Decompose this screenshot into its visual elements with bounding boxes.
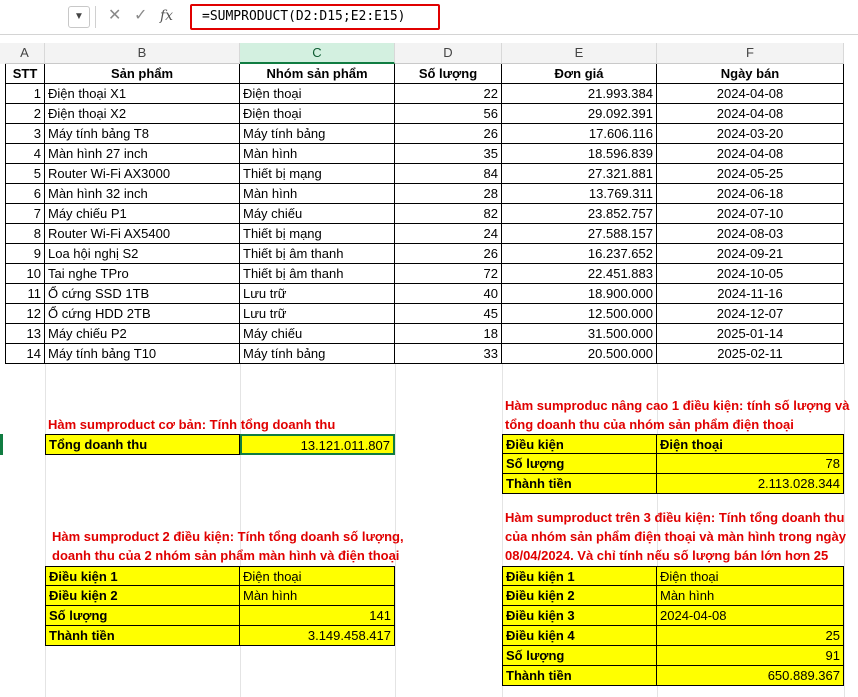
- cell-product[interactable]: Điện thoại X1: [45, 84, 240, 104]
- cell-group[interactable]: Lưu trữ: [240, 304, 395, 324]
- row-selection-marker: [0, 434, 3, 455]
- column-header-e[interactable]: E: [502, 43, 657, 64]
- header-date[interactable]: Ngày bán: [657, 64, 844, 84]
- cell-product[interactable]: Ổ cứng SSD 1TB: [45, 284, 240, 304]
- cell-date[interactable]: 2024-07-10: [657, 204, 844, 224]
- cell-product[interactable]: Máy tính bảng T8: [45, 124, 240, 144]
- header-stt[interactable]: STT: [5, 64, 45, 84]
- cell-date[interactable]: 2024-04-08: [657, 144, 844, 164]
- cell-price[interactable]: 21.993.384: [502, 84, 657, 104]
- header-product[interactable]: Sản phẩm: [45, 64, 240, 84]
- cell-price[interactable]: 27.321.881: [502, 164, 657, 184]
- two-total-label[interactable]: Thành tiền: [45, 626, 240, 646]
- cell-date[interactable]: 2024-04-08: [657, 104, 844, 124]
- adv1-qty-label[interactable]: Số lượng: [502, 454, 657, 474]
- two-total-value[interactable]: 3.149.458.417: [240, 626, 395, 646]
- cell-date[interactable]: 2024-09-21: [657, 244, 844, 264]
- cell-group[interactable]: Màn hình: [240, 144, 395, 164]
- cell-price[interactable]: 22.451.883: [502, 264, 657, 284]
- basic-label-cell[interactable]: Tổng doanh thu: [45, 434, 240, 455]
- column-header-d[interactable]: D: [395, 43, 502, 64]
- cell-stt[interactable]: 1: [5, 84, 45, 104]
- adv1-cond-label[interactable]: Điều kiện: [502, 434, 657, 454]
- cell-product[interactable]: Máy chiếu P1: [45, 204, 240, 224]
- two-c2-value[interactable]: Màn hình: [240, 586, 395, 606]
- cell-product[interactable]: Màn hình 27 inch: [45, 144, 240, 164]
- adv1-qty-value[interactable]: 78: [657, 454, 844, 474]
- cell-product[interactable]: Máy chiếu P2: [45, 324, 240, 344]
- cell-qty[interactable]: 22: [395, 84, 502, 104]
- header-group[interactable]: Nhóm sản phẩm: [240, 64, 395, 84]
- cell-price[interactable]: 20.500.000: [502, 344, 657, 364]
- column-header-c[interactable]: C: [240, 43, 395, 64]
- cell-price[interactable]: 31.500.000: [502, 324, 657, 344]
- cell-group[interactable]: Lưu trữ: [240, 284, 395, 304]
- cell-group[interactable]: Máy chiếu: [240, 324, 395, 344]
- cell-price[interactable]: 17.606.116: [502, 124, 657, 144]
- cell-product[interactable]: Màn hình 32 inch: [45, 184, 240, 204]
- cell-qty[interactable]: 45: [395, 304, 502, 324]
- cell-price[interactable]: 12.500.000: [502, 304, 657, 324]
- cell-product[interactable]: Router Wi-Fi AX3000: [45, 164, 240, 184]
- cell-stt[interactable]: 13: [5, 324, 45, 344]
- adv1-title-line1: Hàm sumproduc nâng cao 1 điều kiện: tính số lượng và: [505, 398, 850, 413]
- cell-group[interactable]: Điện thoại: [240, 84, 395, 104]
- cell-stt[interactable]: 7: [5, 204, 45, 224]
- three-c1-label[interactable]: Điều kiện 1: [502, 566, 657, 586]
- column-header-f[interactable]: F: [657, 43, 844, 64]
- insert-function-icon[interactable]: fx: [160, 8, 174, 24]
- column-header-a[interactable]: A: [5, 43, 45, 64]
- column-header-b[interactable]: B: [45, 43, 240, 64]
- cell-date[interactable]: 2024-12-07: [657, 304, 844, 324]
- cell-date[interactable]: 2024-10-05: [657, 264, 844, 284]
- two-qty-value[interactable]: 141: [240, 606, 395, 626]
- three-qty-value[interactable]: 91: [657, 646, 844, 666]
- cell-qty[interactable]: 84: [395, 164, 502, 184]
- cell-product[interactable]: Điện thoại X2: [45, 104, 240, 124]
- cell-price[interactable]: 18.596.839: [502, 144, 657, 164]
- cell-stt[interactable]: 6: [5, 184, 45, 204]
- cell-date[interactable]: 2024-04-08: [657, 84, 844, 104]
- cell-price[interactable]: 23.852.757: [502, 204, 657, 224]
- three-title-line3: 08/04/2024. Và chỉ tính nếu số lượng bán lớn hơn 25: [505, 548, 829, 563]
- cell-group[interactable]: Thiết bị mạng: [240, 224, 395, 244]
- cell-group[interactable]: Màn hình: [240, 184, 395, 204]
- adv1-cond-value[interactable]: Điện thoại: [657, 434, 844, 454]
- formula-bar: [0, 0, 858, 35]
- three-c3-value[interactable]: 2024-04-08: [657, 606, 844, 626]
- cell-stt[interactable]: 8: [5, 224, 45, 244]
- cell-stt[interactable]: 2: [5, 104, 45, 124]
- header-price[interactable]: Đơn giá: [502, 64, 657, 84]
- three-c2-value[interactable]: Màn hình: [657, 586, 844, 606]
- cell-date[interactable]: 2025-02-11: [657, 344, 844, 364]
- confirm-icon[interactable]: ✓: [134, 7, 148, 24]
- adv1-total-label[interactable]: Thành tiền: [502, 474, 657, 494]
- three-c1-value[interactable]: Điện thoại: [657, 566, 844, 586]
- cell-group[interactable]: Điện thoại: [240, 104, 395, 124]
- cell-price[interactable]: 18.900.000: [502, 284, 657, 304]
- basic-value-cell[interactable]: 13.121.011.807: [240, 434, 395, 455]
- cell-price[interactable]: 16.237.652: [502, 244, 657, 264]
- cell-stt[interactable]: 4: [5, 144, 45, 164]
- two-c1-value[interactable]: Điện thoại: [240, 566, 395, 586]
- cell-stt[interactable]: 11: [5, 284, 45, 304]
- cell-stt[interactable]: 5: [5, 164, 45, 184]
- two-title-line2: doanh thu của 2 nhóm sản phẩm màn hình và điện thoại: [52, 548, 400, 563]
- cell-date[interactable]: 2024-05-25: [657, 164, 844, 184]
- cell-stt[interactable]: 10: [5, 264, 45, 284]
- cell-stt[interactable]: 14: [5, 344, 45, 364]
- cell-price[interactable]: 13.769.311: [502, 184, 657, 204]
- three-total-label[interactable]: Thành tiền: [502, 666, 657, 686]
- cell-qty[interactable]: 18: [395, 324, 502, 344]
- two-title-line1: Hàm sumproduct 2 điều kiện: Tính tổng doanh số lượng,: [52, 529, 404, 544]
- cell-date[interactable]: 2024-11-16: [657, 284, 844, 304]
- three-c2-label[interactable]: Điều kiện 2: [502, 586, 657, 606]
- cell-product[interactable]: Loa hội nghị S2: [45, 244, 240, 264]
- cell-group[interactable]: Thiết bị âm thanh: [240, 264, 395, 284]
- cell-group[interactable]: Máy tính bảng: [240, 124, 395, 144]
- three-c4-label[interactable]: Điều kiện 4: [502, 626, 657, 646]
- three-title-line1: Hàm sumproduct trên 3 điều kiện: Tính tổng doanh thu: [505, 510, 845, 525]
- adv1-title-line2: tổng doanh thu của nhóm sản phẩm điện thoại: [505, 417, 794, 432]
- cell-qty[interactable]: 33: [395, 344, 502, 364]
- cell-price[interactable]: 27.588.157: [502, 224, 657, 244]
- two-c1-label[interactable]: Điều kiện 1: [45, 566, 240, 586]
- basic-title: Hàm sumproduct cơ bản: Tính tổng doanh thu: [48, 417, 336, 432]
- formula-input[interactable]: =SUMPRODUCT(D2:D15;E2:E15): [190, 4, 440, 30]
- cell-product[interactable]: Router Wi-Fi AX5400: [45, 224, 240, 244]
- cell-group[interactable]: Thiết bị âm thanh: [240, 244, 395, 264]
- adv1-total-value[interactable]: 2.113.028.344: [657, 474, 844, 494]
- cell-qty[interactable]: 82: [395, 204, 502, 224]
- cell-price[interactable]: 29.092.391: [502, 104, 657, 124]
- cell-qty[interactable]: 26: [395, 124, 502, 144]
- three-total-value[interactable]: 650.889.367: [657, 666, 844, 686]
- formula-bar-separator: [95, 6, 96, 28]
- cancel-icon[interactable]: ✕: [108, 7, 122, 24]
- cell-date[interactable]: 2024-06-18: [657, 184, 844, 204]
- three-title-line2: của nhóm sản phẩm điện thoại và màn hình trong ngày: [505, 529, 846, 544]
- cell-group[interactable]: Máy chiếu: [240, 204, 395, 224]
- cell-qty[interactable]: 28: [395, 184, 502, 204]
- three-qty-label[interactable]: Số lượng: [502, 646, 657, 666]
- cell-stt[interactable]: 12: [5, 304, 45, 324]
- cell-date[interactable]: 2024-03-20: [657, 124, 844, 144]
- cell-date[interactable]: 2024-08-03: [657, 224, 844, 244]
- three-c4-value[interactable]: 25: [657, 626, 844, 646]
- two-c2-label[interactable]: Điều kiện 2: [45, 586, 240, 606]
- cell-stt[interactable]: 3: [5, 124, 45, 144]
- cell-date[interactable]: 2025-01-14: [657, 324, 844, 344]
- cell-qty[interactable]: 56: [395, 104, 502, 124]
- three-c3-label[interactable]: Điều kiện 3: [502, 606, 657, 626]
- header-qty[interactable]: Số lượng: [395, 64, 502, 84]
- cell-qty[interactable]: 35: [395, 144, 502, 164]
- cell-group[interactable]: Máy tính bảng: [240, 344, 395, 364]
- cell-product[interactable]: Ổ cứng HDD 2TB: [45, 304, 240, 324]
- cell-group[interactable]: Thiết bị mạng: [240, 164, 395, 184]
- cell-stt[interactable]: 9: [5, 244, 45, 264]
- cell-qty[interactable]: 26: [395, 244, 502, 264]
- name-box-dropdown[interactable]: ▼: [68, 6, 90, 28]
- cell-qty[interactable]: 40: [395, 284, 502, 304]
- cell-product[interactable]: Tai nghe TPro: [45, 264, 240, 284]
- cell-qty[interactable]: 72: [395, 264, 502, 284]
- cell-product[interactable]: Máy tính bảng T10: [45, 344, 240, 364]
- two-qty-label[interactable]: Số lượng: [45, 606, 240, 626]
- cell-qty[interactable]: 24: [395, 224, 502, 244]
